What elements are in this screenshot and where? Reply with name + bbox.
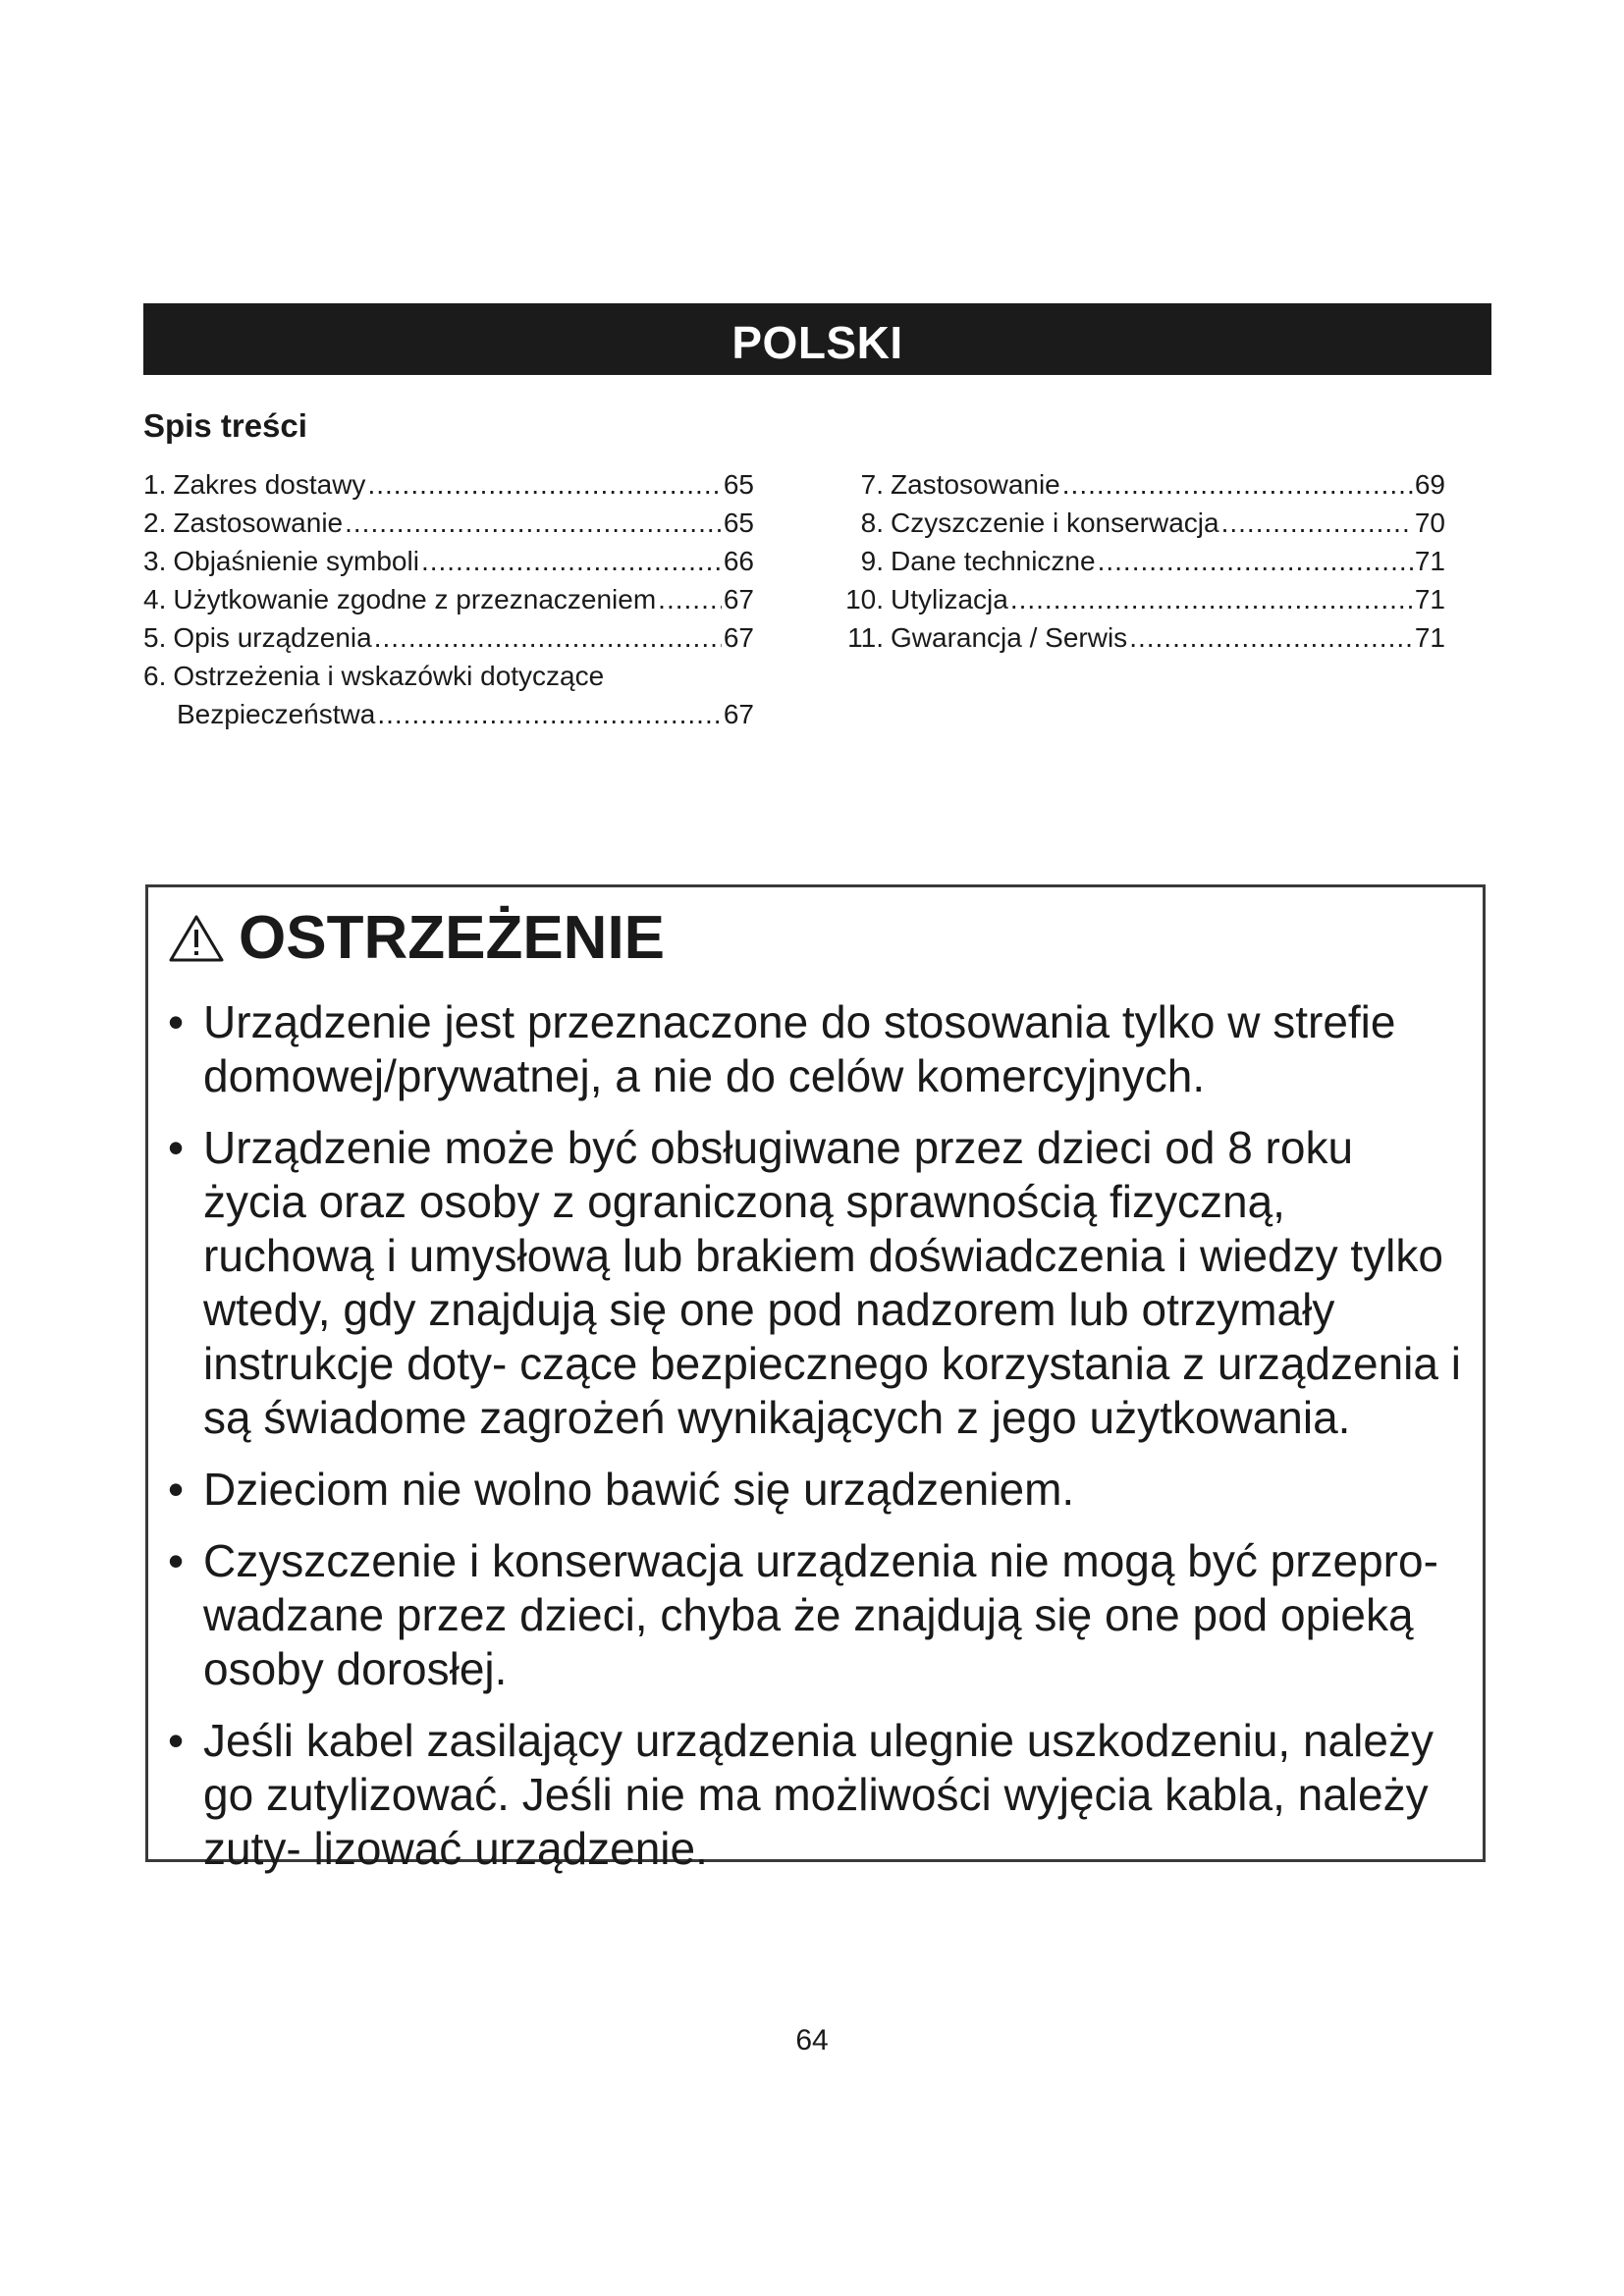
toc-item-page: 66 [723, 546, 754, 576]
toc-leader [421, 542, 722, 580]
toc-item [143, 657, 754, 695]
bullet: • [168, 1464, 185, 1515]
warning-heading [168, 899, 665, 978]
toc-item-label: Zastosowanie [891, 469, 1060, 500]
toc-leader [1129, 618, 1413, 657]
toc-item [835, 504, 1445, 542]
toc-item-label: Utylizacja [891, 584, 1008, 614]
toc-item-number: 1. [143, 469, 167, 500]
toc-item-page: 69 [1414, 469, 1445, 500]
toc-item-page: 65 [723, 469, 754, 500]
toc-item [143, 580, 754, 618]
toc-leader [1062, 465, 1413, 504]
toc-item-number: 10. [845, 584, 884, 614]
toc-item-page: 71 [1414, 622, 1445, 653]
bullet: • [168, 1715, 185, 1766]
toc-item-page: 65 [723, 507, 754, 538]
toc-item [143, 542, 754, 580]
toc-leader [345, 504, 722, 542]
warning-item [166, 995, 1462, 1103]
toc-item-page: 70 [1414, 507, 1445, 538]
toc-item-number: 4. [143, 584, 167, 614]
warning-item-text: Urządzenie może być obsługiwane przez dzieci od 8 roku życia oraz osoby z ograniczoną sprawnością fizyczną, ruchową i umysłową lub brakiem doświadczenia i wiedzy tylko wtedy, gdy znajdują się one pod nadzorem lub otrzymały instrukcje doty- czące bezpiecznego korzystania z urządzenia i są świadome zagrożeń wynikających z jego użytkowania. [203, 1122, 1461, 1443]
toc-item-label: Zakres dostawy [173, 469, 366, 500]
toc-left-column [143, 465, 754, 733]
toc-item-page: 67 [723, 584, 754, 614]
toc-item-page: 71 [1414, 546, 1445, 576]
toc-item [835, 465, 1445, 504]
toc-leader [1221, 504, 1413, 542]
toc-item-label: Objaśnienie symboli [173, 546, 419, 576]
toc-leader [367, 465, 721, 504]
toc-item-number: 9. [860, 546, 884, 576]
toc-item [835, 580, 1445, 618]
toc-item-label: Bezpieczeństwa [177, 699, 376, 729]
toc-item [835, 542, 1445, 580]
bullet: • [168, 1535, 185, 1586]
toc-item-number: 3. [143, 546, 167, 576]
toc-item-number: 6. [143, 661, 167, 691]
warning-item-text: Urządzenie jest przeznaczone do stosowania tylko w strefie domowej/prywatnej, a nie do celów komercyjnych. [203, 996, 1396, 1101]
toc-leader [377, 695, 722, 733]
toc-heading: Spis treści [143, 407, 307, 444]
toc-item [143, 465, 754, 504]
page-number: 64 [795, 2024, 829, 2056]
toc-item [143, 504, 754, 542]
warning-list [166, 995, 1462, 1894]
toc-item [143, 618, 754, 657]
toc-leader [658, 580, 722, 618]
toc-item [835, 618, 1445, 657]
warning-item [166, 1463, 1462, 1517]
warning-title: OSTRZEŻENIE [239, 904, 666, 972]
toc-item-number: 11. [847, 622, 884, 653]
toc-item-number: 8. [860, 507, 884, 538]
warning-box [145, 884, 1486, 1874]
toc-leader [1010, 580, 1413, 618]
toc-right-column [835, 465, 1445, 657]
toc-item-label: Czyszczenie i konserwacja [891, 507, 1219, 538]
toc-leader [1098, 542, 1413, 580]
warning-item-text: Czyszczenie i konserwacja urządzenia nie mogą być przepro- wadzane przez dzieci, chyba że znajdują się one pod opieką osoby dorosłej. [203, 1535, 1438, 1694]
toc-item-number: 2. [143, 507, 167, 538]
warning-item [166, 1534, 1462, 1696]
toc-item-page: 67 [723, 622, 754, 653]
toc-item-page: 67 [723, 699, 754, 729]
toc-item-label: Ostrzeżenia i wskazówki dotyczące [173, 661, 605, 691]
bullet: • [168, 996, 185, 1047]
toc-leader [374, 618, 722, 657]
toc-item-number: 5. [143, 622, 167, 653]
warning-item [166, 1121, 1462, 1445]
warning-item-text: Dzieciom nie wolno bawić się urządzeniem. [203, 1464, 1075, 1515]
warning-triangle-icon [168, 913, 225, 964]
toc-item-label: Użytkowanie zgodne z przeznaczeniem [173, 584, 657, 614]
toc-item-number: 7. [860, 469, 884, 500]
bullet: • [168, 1122, 185, 1173]
language-header: POLSKI [143, 303, 1491, 375]
toc-item-label: Dane techniczne [891, 546, 1096, 576]
toc-item-page: 71 [1414, 584, 1445, 614]
warning-item [166, 1714, 1462, 1876]
toc-item-continuation [143, 695, 754, 733]
toc-item-label: Zastosowanie [173, 507, 344, 538]
warning-item-text: Jeśli kabel zasilający urządzenia ulegnie uszkodzeniu, należy go zutylizować. Jeśli nie ma możliwości wyjęcia kabla, należy zuty- lizować urządzenie. [203, 1715, 1434, 1874]
toc-item-label: Gwarancja / Serwis [891, 622, 1128, 653]
toc-item-label: Opis urządzenia [173, 622, 372, 653]
